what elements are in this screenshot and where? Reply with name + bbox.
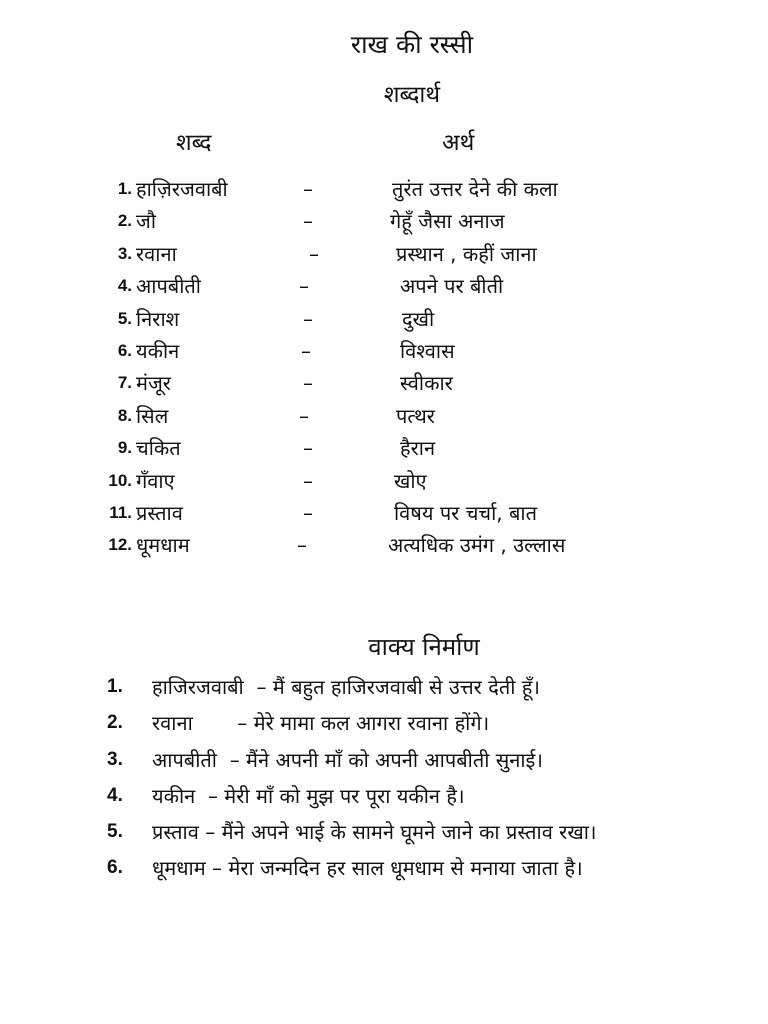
vocab-row — [0, 272, 768, 304]
vocab-separator: – — [299, 403, 309, 428]
sentence-text: रवाना – मेरे मामा कल आगरा रवाना होंगे। — [152, 711, 490, 736]
vocab-word: यकीन — [136, 338, 180, 363]
vocab-row — [0, 402, 768, 434]
vocab-meaning: अत्यधिक उमंग , उल्लास — [388, 533, 566, 558]
vocab-row — [0, 369, 768, 401]
vocab-meaning: प्रस्थान , कहीं जाना — [396, 241, 537, 266]
vocab-meaning: तुरंत उत्तर देने की कला — [392, 177, 558, 201]
sentence-number: 6. — [107, 857, 123, 879]
vocab-separator: – — [297, 533, 307, 558]
vocab-word: चकित — [136, 436, 181, 461]
vocab-word: प्रस्ताव — [136, 500, 183, 525]
vocab-meaning: खोए — [394, 468, 427, 493]
vocab-word: रवाना — [136, 241, 177, 266]
vocab-separator: – — [301, 338, 311, 363]
vocab-word: सिल — [136, 403, 169, 428]
vocab-meaning: दुखी — [402, 306, 435, 331]
vocab-meaning: अपने पर बीती — [400, 274, 504, 299]
vocab-meaning: विषय पर चर्चा, बात — [394, 500, 538, 525]
vocab-number: 9. — [117, 438, 132, 458]
document-title: राख की रस्सी — [350, 30, 474, 59]
vocab-number: 11. — [109, 502, 132, 522]
sentence-text: यकीन – मेरी माँ को मुझ पर पूरा यकीन है। — [152, 783, 465, 808]
vocab-separator: – — [303, 436, 313, 461]
vocab-word: निराश — [136, 306, 180, 331]
sentence-number: 1. — [107, 676, 123, 697]
vocab-meaning: हैरान — [400, 436, 436, 461]
vocab-row — [0, 240, 768, 272]
vocab-number: 12. — [108, 535, 132, 555]
vocab-row — [0, 175, 768, 207]
vocab-row — [0, 499, 768, 531]
vocabulary-heading: शब्दार्थ — [383, 82, 441, 108]
sentence-number: 2. — [107, 712, 123, 734]
vocab-number: 6. — [117, 340, 132, 360]
sentence-text: धूमधाम – मेरा जन्मदिन हर साल धूमधाम से मनाया जाता है। — [152, 856, 583, 881]
vocab-row — [0, 337, 768, 369]
sentence-text: हाजिरजवाबी – मैं बहुत हाजिरजवाबी से उत्तर देती हूँ। — [152, 675, 540, 699]
vocab-number: 2. — [117, 211, 132, 231]
vocab-word: गँवाए — [136, 468, 175, 493]
vocab-word: धूमधाम — [136, 533, 190, 558]
vocab-row — [0, 207, 768, 239]
sentence-construction-heading: वाक्य निर्माण — [368, 633, 480, 661]
vocab-word: मंजूर — [136, 371, 171, 396]
vocab-row — [0, 305, 768, 337]
sentence-row — [0, 781, 768, 817]
vocab-meaning: विश्वास — [400, 338, 455, 363]
sentence-row — [0, 745, 768, 781]
vocab-number: 4. — [117, 276, 132, 296]
sentence-list — [0, 672, 768, 890]
vocab-meaning: स्वीकार — [400, 371, 453, 396]
sentence-text: प्रस्ताव – मैंने अपने भाई के सामने घूमने जाने का प्रस्ताव रखा। — [152, 820, 597, 845]
vocab-word: जौ — [136, 209, 157, 234]
sentence-number: 5. — [107, 821, 123, 843]
vocab-number: 5. — [117, 308, 132, 328]
vocab-number: 3. — [117, 243, 132, 263]
vocab-number: 7. — [117, 373, 132, 393]
vocab-meaning: गेहूँ जैसा अनाज — [390, 209, 505, 234]
meaning-column-header: अर्थ — [442, 130, 475, 156]
sentence-row — [0, 708, 768, 744]
sentence-row — [0, 817, 768, 853]
vocab-row — [0, 467, 768, 499]
sentence-number: 4. — [107, 784, 123, 806]
vocab-separator: – — [309, 241, 319, 266]
vocab-separator: – — [303, 177, 313, 201]
vocab-word: आपबीती — [136, 274, 201, 299]
word-column-header: शब्द — [176, 130, 212, 156]
sentence-text: आपबीती – मैंने अपनी माँ को अपनी आपबीती सुनाई। — [152, 747, 543, 772]
vocabulary-list — [0, 175, 768, 564]
sentence-row — [0, 853, 768, 889]
vocab-number: 10. — [108, 470, 132, 490]
vocab-separator: – — [303, 371, 313, 396]
sentence-row — [0, 672, 768, 708]
vocab-number: 8. — [117, 405, 132, 425]
vocab-word: हाज़िरजवाबी — [136, 177, 228, 201]
vocab-meaning: पत्थर — [396, 403, 435, 428]
vocab-separator: – — [303, 306, 313, 331]
sentence-number: 3. — [107, 748, 123, 770]
vocab-row — [0, 434, 768, 466]
vocab-row — [0, 531, 768, 563]
vocab-separator: – — [303, 209, 313, 234]
vocab-number: 1. — [117, 179, 132, 198]
vocab-separator: – — [303, 468, 313, 493]
vocab-separator: – — [303, 500, 313, 525]
vocab-separator: – — [299, 274, 309, 299]
